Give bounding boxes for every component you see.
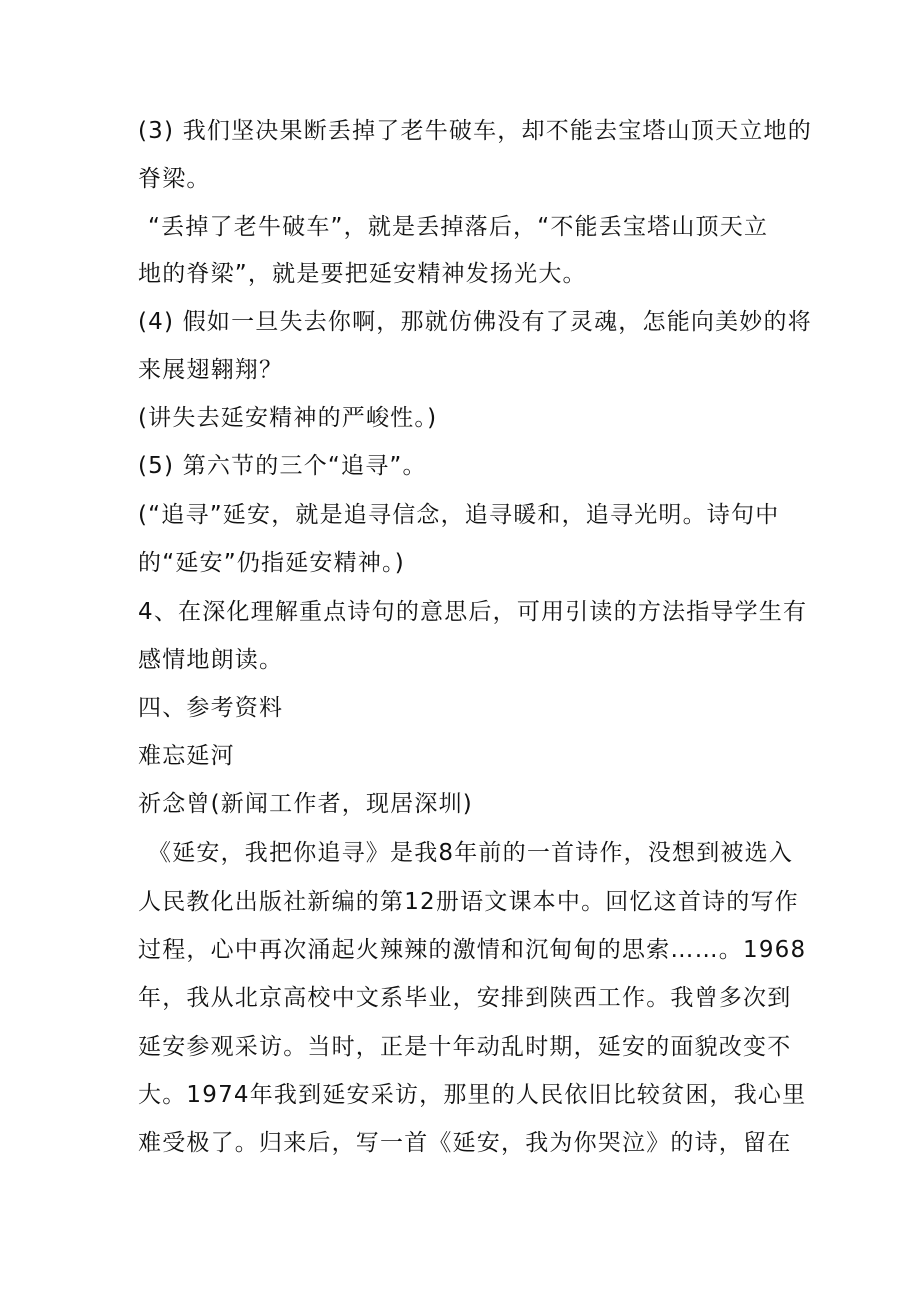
text-line: 的“延安”仍指延安精神。) <box>138 550 405 576</box>
text-line: 年，我从北京高校中文系毕业，安排到陕西工作。我曾多次到 <box>138 985 792 1011</box>
text-line: 脊梁。 <box>138 166 211 192</box>
article-title: 难忘延河 <box>138 743 235 769</box>
article-author: 祈念曾(新闻工作者，现居深圳) <box>138 791 473 817</box>
text-line: 难受极了。归来后，写一首《延安，我为你哭泣》的诗，留在 <box>138 1130 792 1156</box>
text-line: 地的脊梁”，就是要把延安精神发扬光大。 <box>138 261 587 287</box>
text-line: “丢掉了老牛破车”，就是丢掉落后，“不能丢宝塔山顶天立 <box>148 214 769 240</box>
text-line: 来展翅翱翔？ <box>138 357 284 383</box>
section-heading: 四、参考资料 <box>138 695 284 721</box>
text-line: 过程，心中再次涌起火辣辣的激情和沉甸甸的思索……。1968 <box>138 937 807 963</box>
text-line: (5) 第六节的三个“追寻”。 <box>138 453 427 479</box>
text-line: 4、在深化理解重点诗句的意思后，可用引读的方法指导学生有 <box>138 599 808 625</box>
text-line: 延安参观采访。当时，正是十年动乱时期，延安的面貌改变不 <box>138 1034 792 1060</box>
text-line: (3) 我们坚决果断丢掉了老牛破车，却不能去宝塔山顶天立地的 <box>138 118 812 144</box>
text-line: 人民教化出版社新编的第12册语文课本中。回忆这首诗的写作 <box>138 889 799 915</box>
text-line: 大。1974年我到延安采访，那里的人民依旧比较贫困，我心里 <box>138 1082 807 1108</box>
text-line: 《延安，我把你追寻》是我8年前的一首诗作，没想到被选入 <box>148 840 794 866</box>
text-line: (4) 假如一旦失去你啊，那就仿佛没有了灵魂，怎能向美妙的将 <box>138 309 812 335</box>
text-line: (“追寻”延安，就是追寻信念，追寻暖和，追寻光明。诗句中 <box>138 502 780 528</box>
text-line: (讲失去延安精神的严峻性。) <box>138 405 438 431</box>
text-line: 感情地朗读。 <box>138 647 284 673</box>
